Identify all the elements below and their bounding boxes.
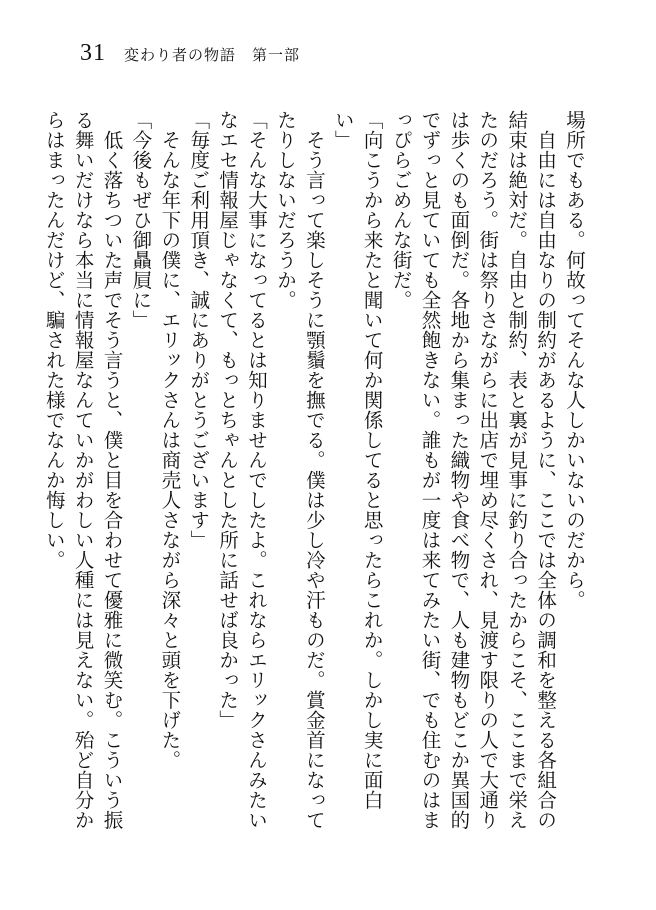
dialogue-paragraph: 「毎度ご利用頂き、誠にありがとうございます」 [187,110,211,550]
paragraph: 場所でもある。何故ってそんな人しかいないのだから。 [563,110,586,610]
dialogue-paragraph: 「向こうから来たと聞いて何か関係してると思ったらこれか。しかし実に面白い」 [331,110,384,810]
paragraph: 自由には自由なりの制約があるように、ここでは全体の調和を整える各組合の結束は絶対だ。自由と制約、表と裏が見事に釣り合ったからこそ、ここまで栄えたのだろう。街は祭りさながらに出店で埋め尽くされ、見渡す限りの人で大通りは歩くのも面倒だ。各地から集まった織物や食べ物で、人も建物もどこか異国的でずっと見ていても全然飽きない。誰もが一度は来てみたい街、でも住むのはまっぴらごめんな街だ。 [389,110,558,830]
vertical-body-text [42,110,588,840]
dialogue-paragraph: 「そんな大事になってるとは知りませんでしたよ。これならエリックさんみたいなエセ情報屋じゃなくて、もっとちゃんとした所に話せば良かった」 [216,110,269,830]
paragraph: そう言って楽しそうに顎鬚を撫でる。僕は少し冷や汗ものだ。賞金首になってたりしないだろうか。 [273,110,326,830]
paragraph: 低く落ちついた声でそう言うと、僕と目を合わせて優雅に微笑む。こういう振る舞いだけなら本当に情報屋なんていかがわしい人種には見えない。殆ど自分からはまったんだけど、騙された様でなんか悔しい。 [42,110,124,830]
paragraph: そんな年下の僕に、エリックさんは商売人さながら深々と頭を下げた。 [158,110,182,770]
dialogue-paragraph: 「今後もぜひ御贔屓に」 [129,110,153,330]
running-title: 変わり者の物語 第一部 [124,46,301,64]
page-header [80,40,300,76]
page-number: 31 [80,40,106,66]
